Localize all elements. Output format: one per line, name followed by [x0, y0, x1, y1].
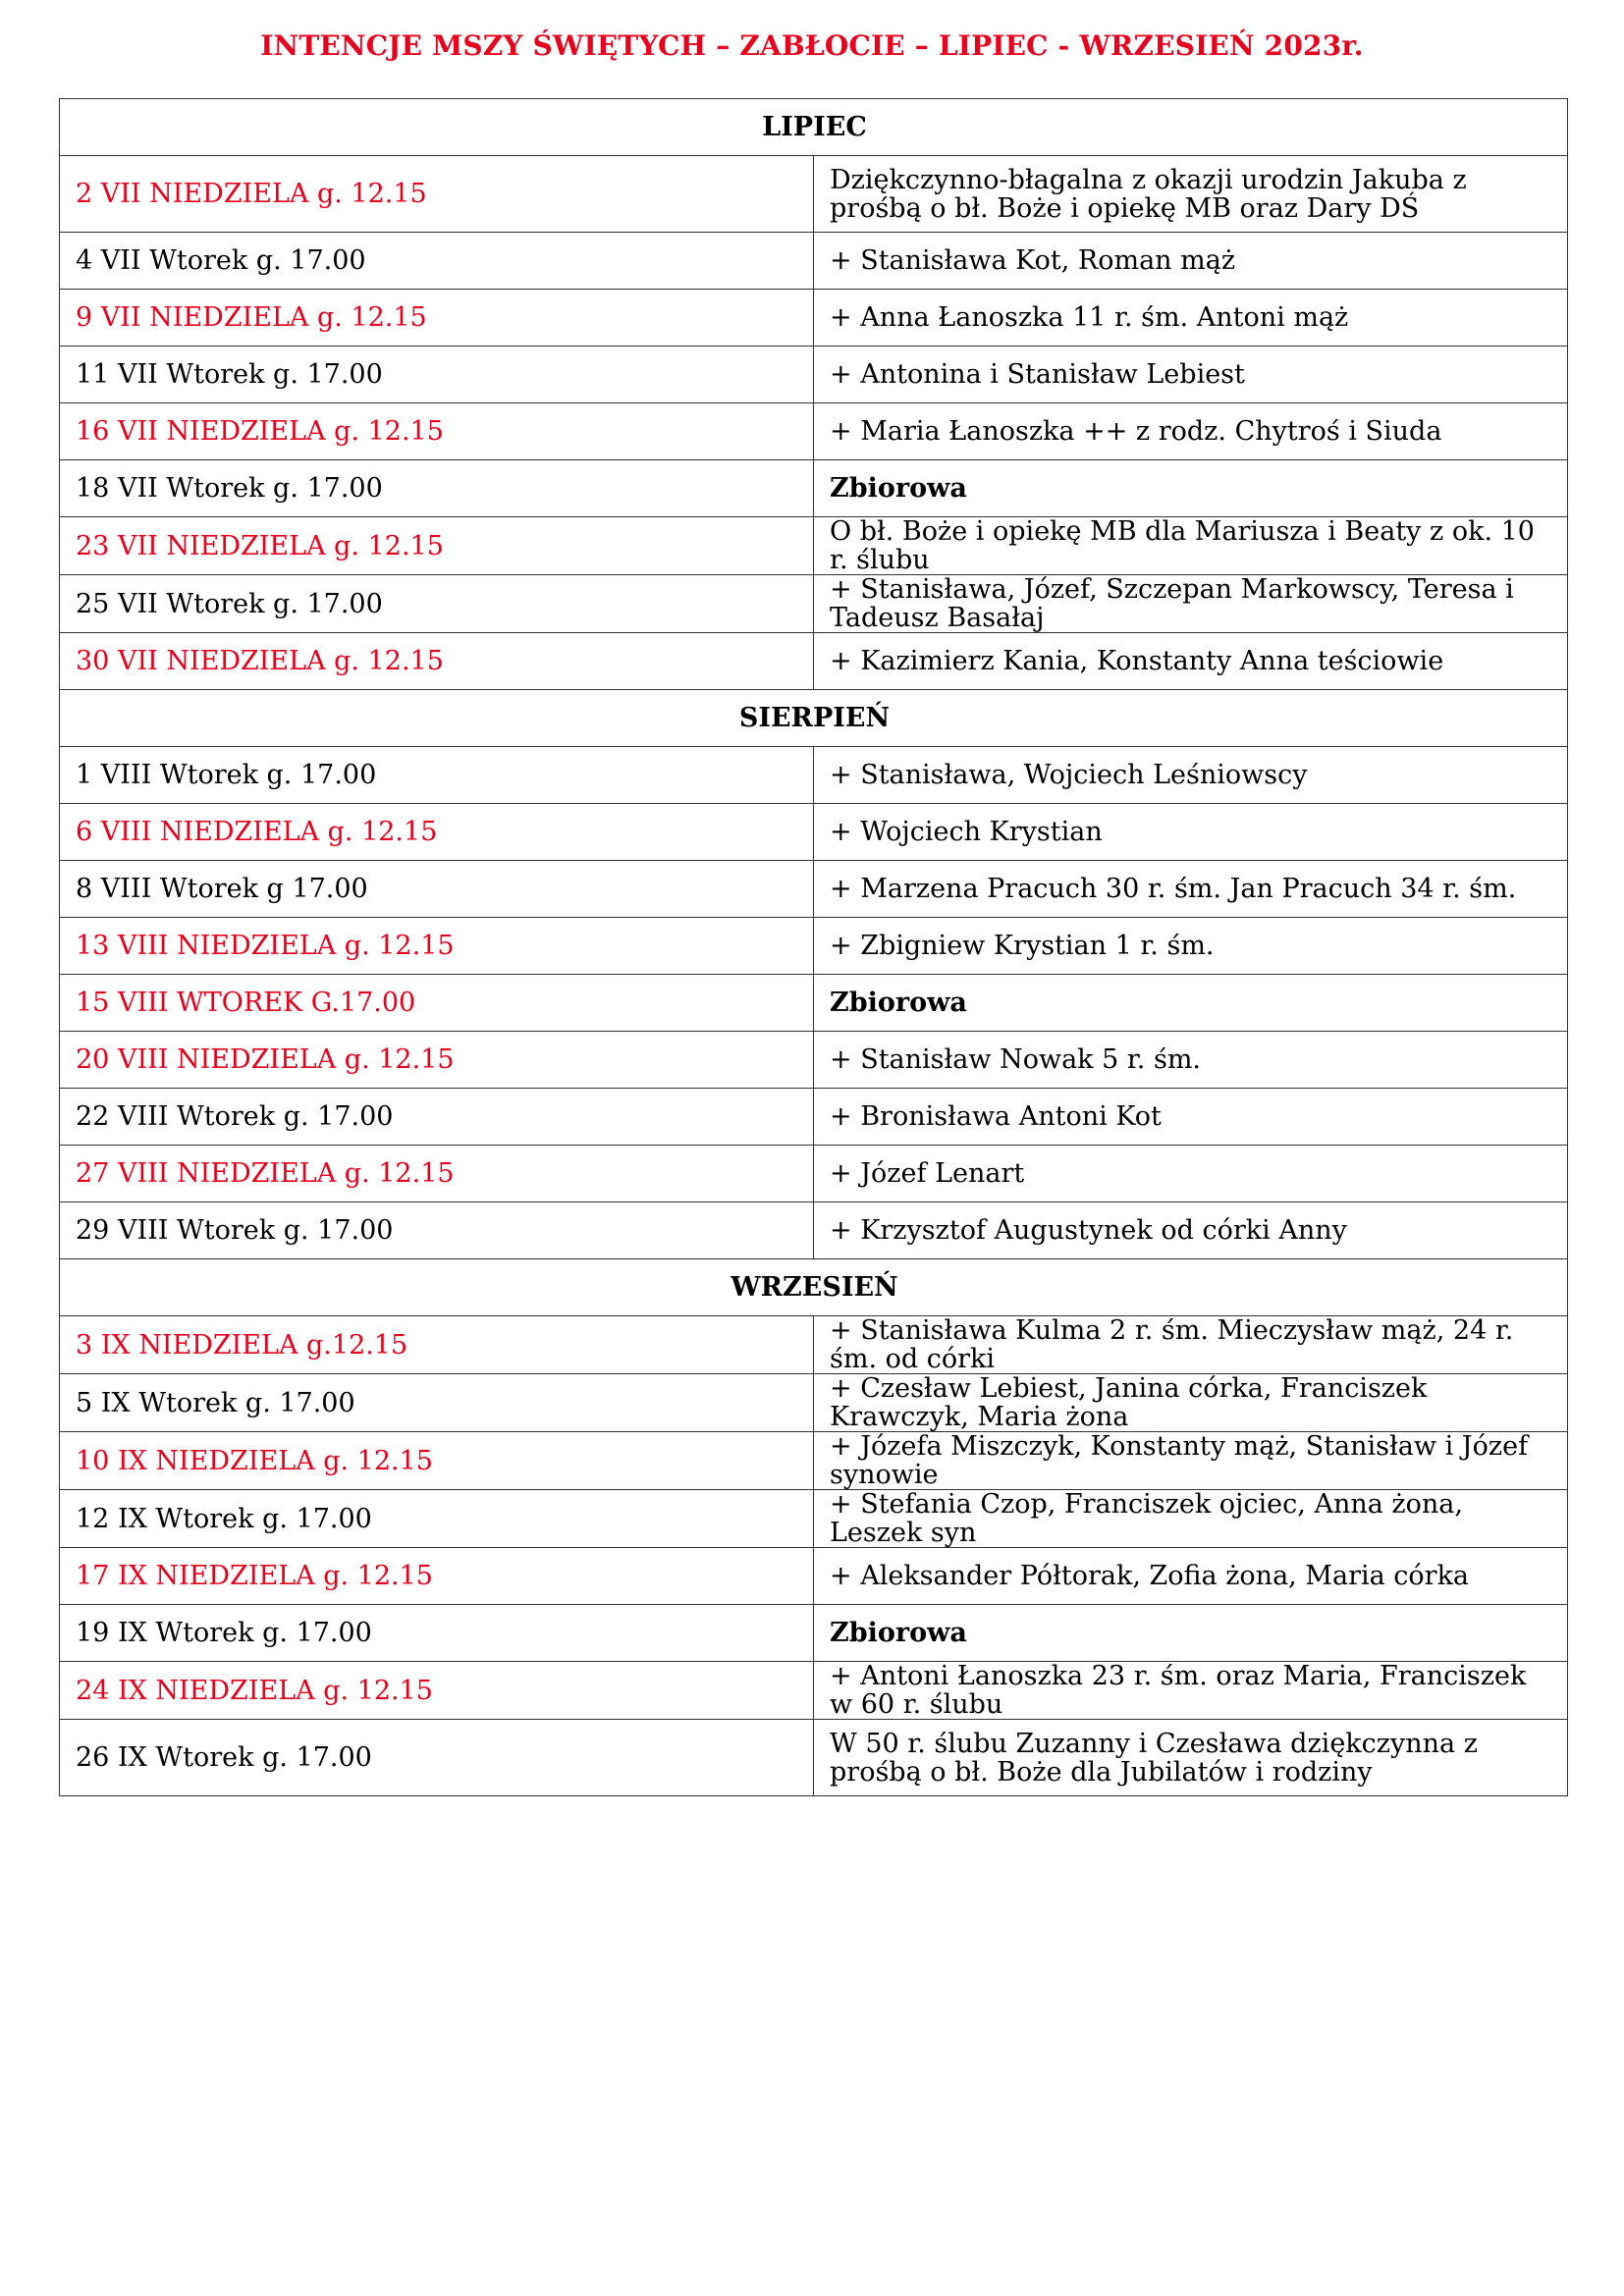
table-row	[60, 747, 1568, 804]
mass-intention: + Józefa Miszczyk, Konstanty mąż, Stanisław i Józef synowie	[814, 1432, 1568, 1490]
mass-intention: O bł. Boże i opiekę MB dla Mariusza i Beaty z ok. 10 r. ślubu	[814, 517, 1568, 575]
mass-intention: + Krzysztof Augustynek od córki Anny	[814, 1202, 1568, 1259]
mass-intention: + Kazimierz Kania, Konstanty Anna teściowie	[814, 633, 1568, 690]
mass-date-time: 23 VII NIEDZIELA g. 12.15	[60, 517, 814, 575]
table-row	[60, 1432, 1568, 1490]
mass-intention: + Stanisława, Józef, Szczepan Markowscy, Teresa i Tadeusz Basałaj	[814, 575, 1568, 633]
table-row	[60, 1374, 1568, 1432]
table-row	[60, 633, 1568, 690]
mass-intention: + Marzena Pracuch 30 r. śm. Jan Pracuch 34 r. śm.	[814, 861, 1568, 918]
mass-intention: + Stefania Czop, Franciszek ojciec, Anna żona, Leszek syn	[814, 1490, 1568, 1548]
mass-date-time: 9 VII NIEDZIELA g. 12.15	[60, 290, 814, 347]
mass-date-time: 22 VIII Wtorek g. 17.00	[60, 1089, 814, 1146]
mass-date-time: 1 VIII Wtorek g. 17.00	[60, 747, 814, 804]
mass-intention: + Wojciech Krystian	[814, 804, 1568, 861]
mass-intentions-table	[59, 98, 1568, 1796]
mass-intention: Zbiorowa	[814, 1605, 1568, 1662]
mass-intention: + Stanisław Nowak 5 r. śm.	[814, 1032, 1568, 1089]
mass-date-time: 2 VII NIEDZIELA g. 12.15	[60, 156, 814, 233]
mass-intention: + Antonina i Stanisław Lebiest	[814, 347, 1568, 403]
mass-intention: + Aleksander Półtorak, Zofia żona, Maria córka	[814, 1548, 1568, 1605]
mass-date-time: 11 VII Wtorek g. 17.00	[60, 347, 814, 403]
mass-date-time: 24 IX NIEDZIELA g. 12.15	[60, 1662, 814, 1720]
table-row	[60, 1605, 1568, 1662]
mass-intention: + Stanisława Kulma 2 r. śm. Mieczysław mąż, 24 r. śm. od córki	[814, 1316, 1568, 1374]
mass-date-time: 8 VIII Wtorek g 17.00	[60, 861, 814, 918]
mass-date-time: 25 VII Wtorek g. 17.00	[60, 575, 814, 633]
mass-intention: + Antoni Łanoszka 23 r. śm. oraz Maria, Franciszek w 60 r. ślubu	[814, 1662, 1568, 1720]
mass-intention: + Bronisława Antoni Kot	[814, 1089, 1568, 1146]
document-title: INTENCJE MSZY ŚWIĘTYCH – ZABŁOCIE – LIPIEC - WRZESIEŃ 2023r.	[260, 29, 1364, 62]
mass-intention: + Czesław Lebiest, Janina córka, Franciszek Krawczyk, Maria żona	[814, 1374, 1568, 1432]
mass-intention: + Stanisława Kot, Roman mąż	[814, 233, 1568, 290]
table-row	[60, 233, 1568, 290]
table-row	[60, 1548, 1568, 1605]
table-row	[60, 1089, 1568, 1146]
mass-date-time: 16 VII NIEDZIELA g. 12.15	[60, 403, 814, 460]
table-row	[60, 403, 1568, 460]
mass-date-time: 18 VII Wtorek g. 17.00	[60, 460, 814, 517]
table-row	[60, 156, 1568, 233]
table-row	[60, 290, 1568, 347]
mass-date-time: 26 IX Wtorek g. 17.00	[60, 1720, 814, 1796]
table-row	[60, 1662, 1568, 1720]
table-row	[60, 1490, 1568, 1548]
mass-intention: + Maria Łanoszka ++ z rodz. Chytroś i Siuda	[814, 403, 1568, 460]
table-row	[60, 1032, 1568, 1089]
mass-date-time: 27 VIII NIEDZIELA g. 12.15	[60, 1146, 814, 1202]
table-row	[60, 1146, 1568, 1202]
mass-date-time: 30 VII NIEDZIELA g. 12.15	[60, 633, 814, 690]
table-row	[60, 804, 1568, 861]
month-header: LIPIEC	[60, 99, 1568, 156]
table-body	[60, 99, 1568, 1796]
mass-date-time: 13 VIII NIEDZIELA g. 12.15	[60, 918, 814, 975]
mass-date-time: 29 VIII Wtorek g. 17.00	[60, 1202, 814, 1259]
table-row	[60, 517, 1568, 575]
mass-intention: + Józef Lenart	[814, 1146, 1568, 1202]
table-row	[60, 861, 1568, 918]
mass-intention: Zbiorowa	[814, 975, 1568, 1032]
table-row	[60, 1316, 1568, 1374]
mass-intention: Dziękczynno-błagalna z okazji urodzin Jakuba z prośbą o bł. Boże i opiekę MB oraz Dary DŚ	[814, 156, 1568, 233]
table-row	[60, 575, 1568, 633]
mass-intention: Zbiorowa	[814, 460, 1568, 517]
month-header: SIERPIEŃ	[60, 690, 1568, 747]
mass-intention: + Anna Łanoszka 11 r. śm. Antoni mąż	[814, 290, 1568, 347]
mass-intention: + Zbigniew Krystian 1 r. śm.	[814, 918, 1568, 975]
table-row	[60, 918, 1568, 975]
month-header-row	[60, 690, 1568, 747]
mass-intention: + Stanisława, Wojciech Leśniowscy	[814, 747, 1568, 804]
month-header-row	[60, 99, 1568, 156]
mass-date-time: 19 IX Wtorek g. 17.00	[60, 1605, 814, 1662]
table-row	[60, 1720, 1568, 1796]
mass-date-time: 3 IX NIEDZIELA g.12.15	[60, 1316, 814, 1374]
mass-date-time: 10 IX NIEDZIELA g. 12.15	[60, 1432, 814, 1490]
mass-date-time: 15 VIII WTOREK G.17.00	[60, 975, 814, 1032]
mass-date-time: 4 VII Wtorek g. 17.00	[60, 233, 814, 290]
mass-date-time: 17 IX NIEDZIELA g. 12.15	[60, 1548, 814, 1605]
mass-date-time: 12 IX Wtorek g. 17.00	[60, 1490, 814, 1548]
mass-date-time: 6 VIII NIEDZIELA g. 12.15	[60, 804, 814, 861]
mass-date-time: 5 IX Wtorek g. 17.00	[60, 1374, 814, 1432]
month-header: WRZESIEŃ	[60, 1259, 1568, 1316]
table-row	[60, 975, 1568, 1032]
table-row	[60, 460, 1568, 517]
table-row	[60, 347, 1568, 403]
month-header-row	[60, 1259, 1568, 1316]
table-row	[60, 1202, 1568, 1259]
mass-date-time: 20 VIII NIEDZIELA g. 12.15	[60, 1032, 814, 1089]
mass-intention: W 50 r. ślubu Zuzanny i Czesława dziękczynna z prośbą o bł. Boże dla Jubilatów i rodziny	[814, 1720, 1568, 1796]
